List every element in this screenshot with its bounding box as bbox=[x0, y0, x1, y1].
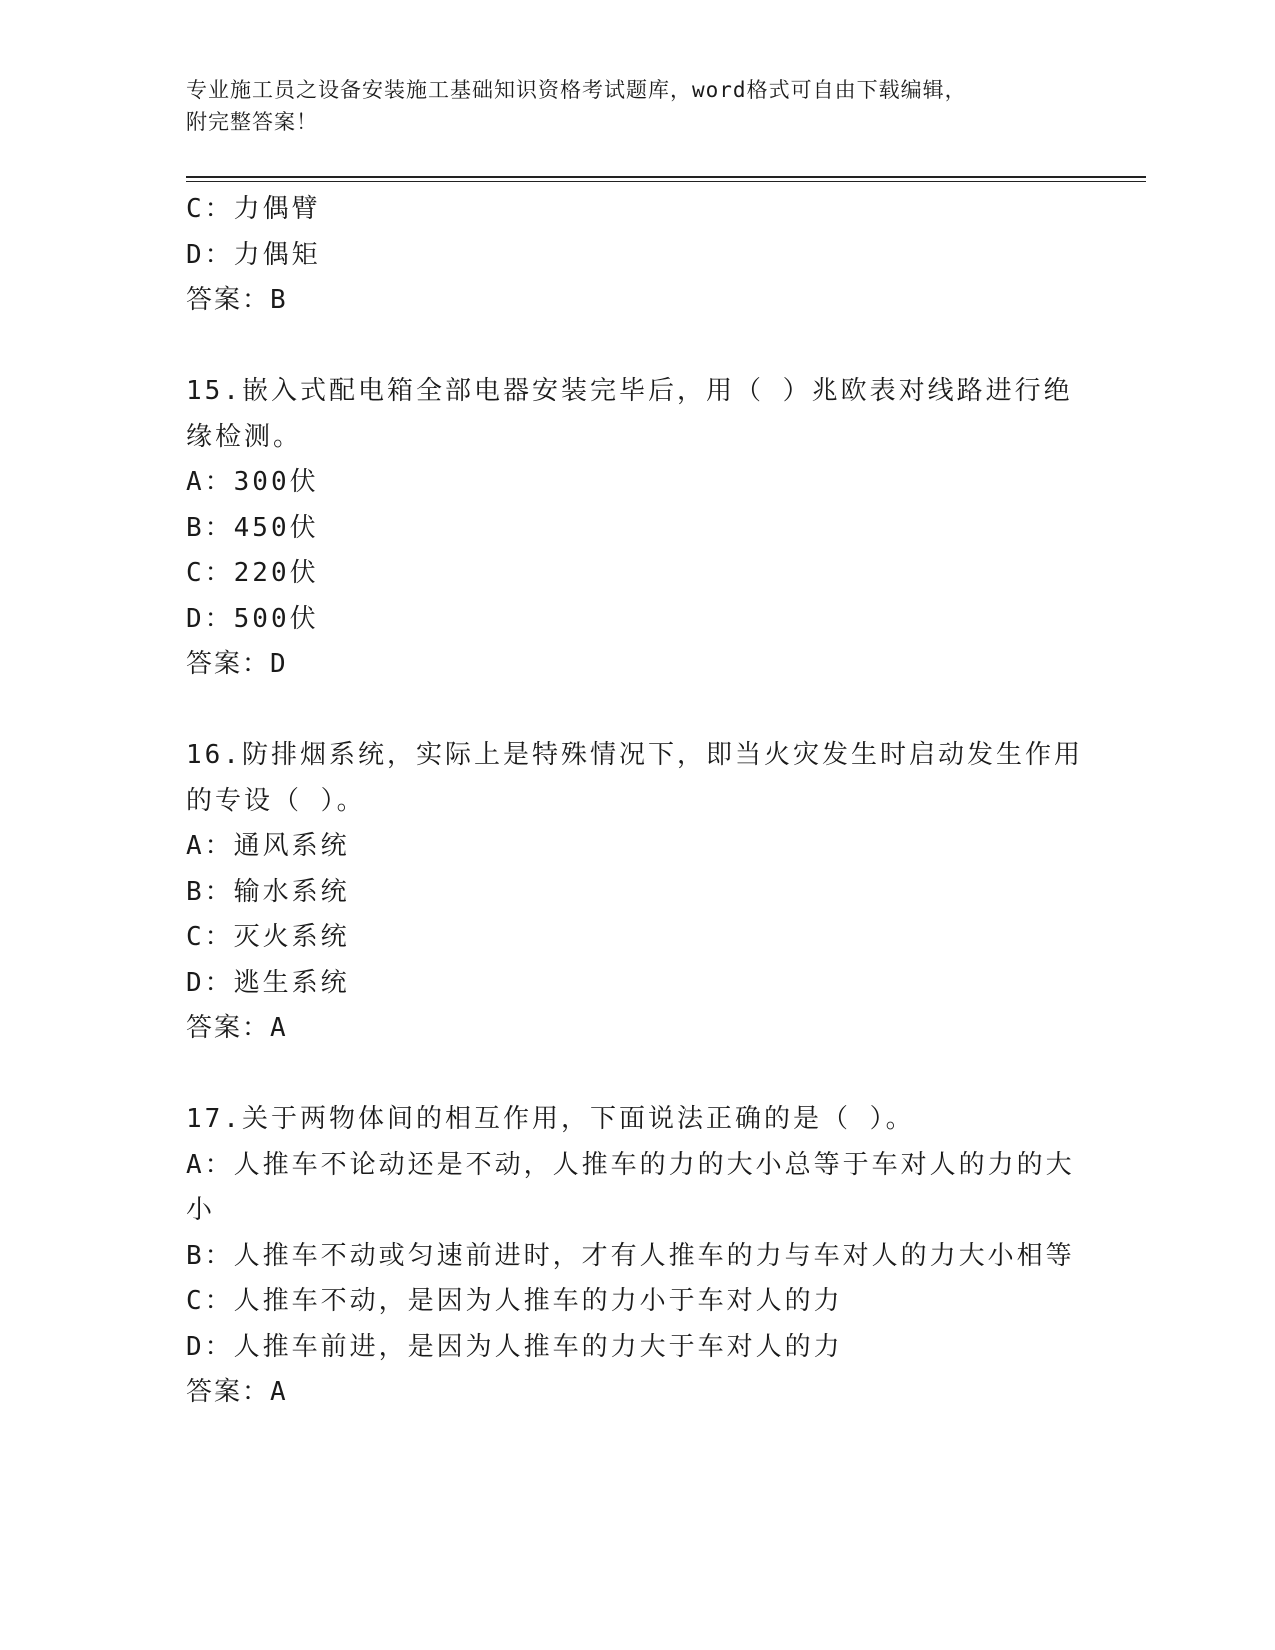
question-stem: 17.关于两物体间的相互作用，下面说法正确的是（ ）。 bbox=[186, 1104, 915, 1134]
question-stem-cont: 缘检测。 bbox=[186, 421, 303, 452]
header-rule-thick bbox=[186, 176, 1146, 178]
spacer bbox=[186, 688, 1066, 734]
question-stem: 15.嵌入式配电箱全部电器安装完毕后，用（ ）兆欧表对线路进行绝 bbox=[186, 376, 1073, 406]
page-header bbox=[186, 74, 1066, 138]
header-title-line-1: 专业施工员之设备安装施工基础知识资格考试题库，word格式可自由下载编辑， bbox=[186, 78, 967, 102]
answer: 答案：A bbox=[186, 1013, 288, 1043]
option-d: D：500伏 bbox=[186, 603, 319, 634]
question-17 bbox=[186, 1097, 1075, 1416]
option-c: C：人推车不动，是因为人推车的力小于车对人的力 bbox=[186, 1286, 843, 1316]
spacer bbox=[186, 1052, 1066, 1098]
option-a: A：300伏 bbox=[186, 467, 319, 497]
answer: 答案：A bbox=[186, 1377, 288, 1407]
answer: 答案：B bbox=[186, 285, 288, 315]
spacer bbox=[186, 324, 1066, 370]
option-a: A：人推车不论动还是不动，人推车的力的大小总等于车对人的力的大 bbox=[186, 1149, 1075, 1180]
option-b: B：输水系统 bbox=[186, 876, 350, 907]
header-rule-thin bbox=[186, 181, 1146, 182]
option-b: B：450伏 bbox=[186, 512, 319, 543]
option-a-cont: 小 bbox=[186, 1195, 216, 1225]
question-stem: 16.防排烟系统，实际上是特殊情况下，即当火灾发生时启动发生作用 bbox=[186, 740, 1083, 770]
answer: 答案：D bbox=[186, 649, 288, 679]
question-stem-cont: 的专设（ ）。 bbox=[186, 785, 366, 816]
question-15 bbox=[186, 369, 1073, 688]
option-d: D：人推车前进，是因为人推车的力大于车对人的力 bbox=[186, 1331, 843, 1362]
option-d: D：逃生系统 bbox=[186, 967, 350, 998]
option-b: B：人推车不动或匀速前进时，才有人推车的力与车对人的力大小相等 bbox=[186, 1240, 1075, 1271]
option-a: A：通风系统 bbox=[186, 831, 350, 861]
header-title-line-2: 附完整答案！ bbox=[186, 110, 318, 134]
option-c: C：灭火系统 bbox=[186, 922, 350, 952]
question-list bbox=[186, 187, 1083, 1416]
question-16 bbox=[186, 733, 1083, 1052]
option-c: C：力偶臂 bbox=[186, 194, 321, 224]
option-d: D：力偶矩 bbox=[186, 239, 321, 270]
option-c: C：220伏 bbox=[186, 558, 319, 588]
